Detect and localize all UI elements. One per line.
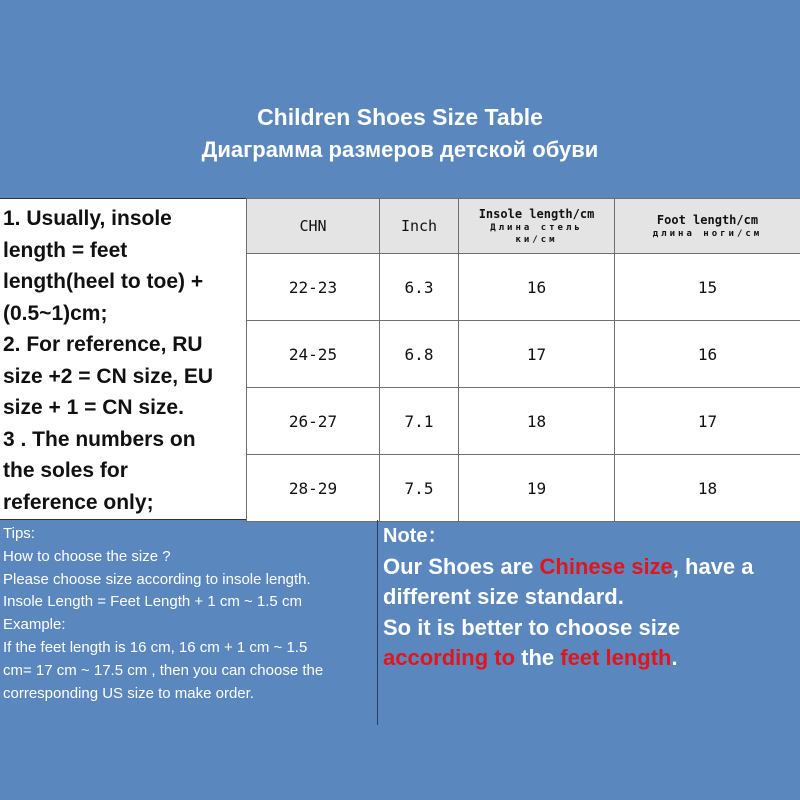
note-line: size +2 = CN size, EU bbox=[3, 364, 214, 388]
note-line: reference only; bbox=[3, 490, 154, 514]
note-highlight-according-to: according to bbox=[383, 645, 516, 670]
cell-chn: 22-23 bbox=[247, 254, 380, 321]
tips-line: Example: bbox=[3, 616, 66, 634]
cell-insole: 19 bbox=[459, 455, 615, 522]
tips-line: If the feet length is 16 cm, 16 cm + 1 cm ~ 1.5 bbox=[3, 638, 308, 656]
table-row bbox=[247, 254, 800, 321]
table-header-row bbox=[247, 199, 800, 254]
header-foot-length bbox=[615, 199, 800, 254]
note-highlight-feet-length: feet length bbox=[560, 645, 672, 670]
header-insole-ru: Длина стель bbox=[490, 222, 583, 233]
page-subtitle-ru: Диаграмма размеров детской обуви bbox=[201, 137, 599, 162]
cell-foot: 16 bbox=[615, 321, 800, 388]
note-text: Our Shoes are bbox=[383, 553, 540, 579]
note-line: the soles for bbox=[3, 459, 128, 482]
page-title: Children Shoes Size Table bbox=[257, 104, 543, 130]
note-line-1 bbox=[383, 552, 800, 583]
header-inch: Inch bbox=[380, 199, 459, 254]
cell-inch: 7.5 bbox=[380, 455, 459, 522]
cell-insole: 16 bbox=[459, 254, 615, 321]
header-insole-ru-cont: ки/см bbox=[515, 234, 558, 245]
note-line: length = feet bbox=[3, 238, 128, 262]
note-highlight-chinese-size: Chinese size bbox=[539, 553, 673, 579]
tips-panel bbox=[0, 520, 378, 725]
cell-inch: 7.1 bbox=[380, 388, 459, 455]
tips-line: Please choose size according to insole length. bbox=[3, 570, 311, 588]
cell-chn: 28-29 bbox=[247, 455, 380, 522]
cell-chn: 24-25 bbox=[247, 321, 380, 388]
note-line: size + 1 = CN size. bbox=[3, 396, 184, 419]
note-line-4 bbox=[383, 643, 800, 674]
note-line-2: different size standard. bbox=[383, 584, 624, 609]
note-line: 3 . The numbers on bbox=[3, 427, 196, 451]
note-text: . bbox=[671, 645, 678, 670]
header-chn: CHN bbox=[247, 199, 380, 254]
note-text: , have a bbox=[672, 553, 754, 579]
header-foot-ru: длина ноги/см bbox=[652, 228, 763, 239]
note-text: the bbox=[515, 645, 561, 670]
header-insole-length bbox=[459, 199, 615, 254]
cell-foot: 18 bbox=[615, 455, 800, 522]
table-row bbox=[247, 321, 800, 388]
cell-foot: 15 bbox=[615, 254, 800, 321]
note-line: 1. Usually, insole bbox=[3, 207, 172, 230]
header-foot-en: Foot length/cm bbox=[656, 212, 759, 227]
note-panel bbox=[383, 521, 800, 674]
cell-insole: 17 bbox=[459, 321, 615, 388]
header-insole-en: Insole length/cm bbox=[478, 206, 595, 221]
cell-inch: 6.8 bbox=[380, 321, 459, 388]
note-title: Note： bbox=[383, 525, 448, 547]
tips-line: corresponding US size to make order. bbox=[3, 684, 254, 702]
cell-insole: 18 bbox=[459, 388, 615, 455]
size-table bbox=[246, 198, 800, 522]
cell-foot: 17 bbox=[615, 388, 800, 455]
cell-chn: 26-27 bbox=[247, 388, 380, 455]
note-line: (0.5~1)cm; bbox=[3, 301, 108, 325]
tips-line: cm= 17 cm ~ 17.5 cm , then you can choose the bbox=[3, 661, 324, 679]
tips-line: Tips: bbox=[3, 525, 35, 542]
cell-inch: 6.3 bbox=[380, 254, 459, 321]
table-row bbox=[247, 455, 800, 522]
tips-line: How to choose the size ? bbox=[3, 547, 171, 565]
table-row bbox=[247, 388, 800, 455]
note-line-3: So it is better to choose size bbox=[383, 614, 681, 640]
tips-line: Insole Length = Feet Length + 1 cm ~ 1.5 cm bbox=[3, 593, 302, 611]
size-notes-panel bbox=[0, 198, 246, 520]
note-line: length(heel to toe) + bbox=[3, 270, 204, 293]
note-line: 2. For reference, RU bbox=[3, 333, 203, 356]
title-block bbox=[0, 100, 800, 166]
